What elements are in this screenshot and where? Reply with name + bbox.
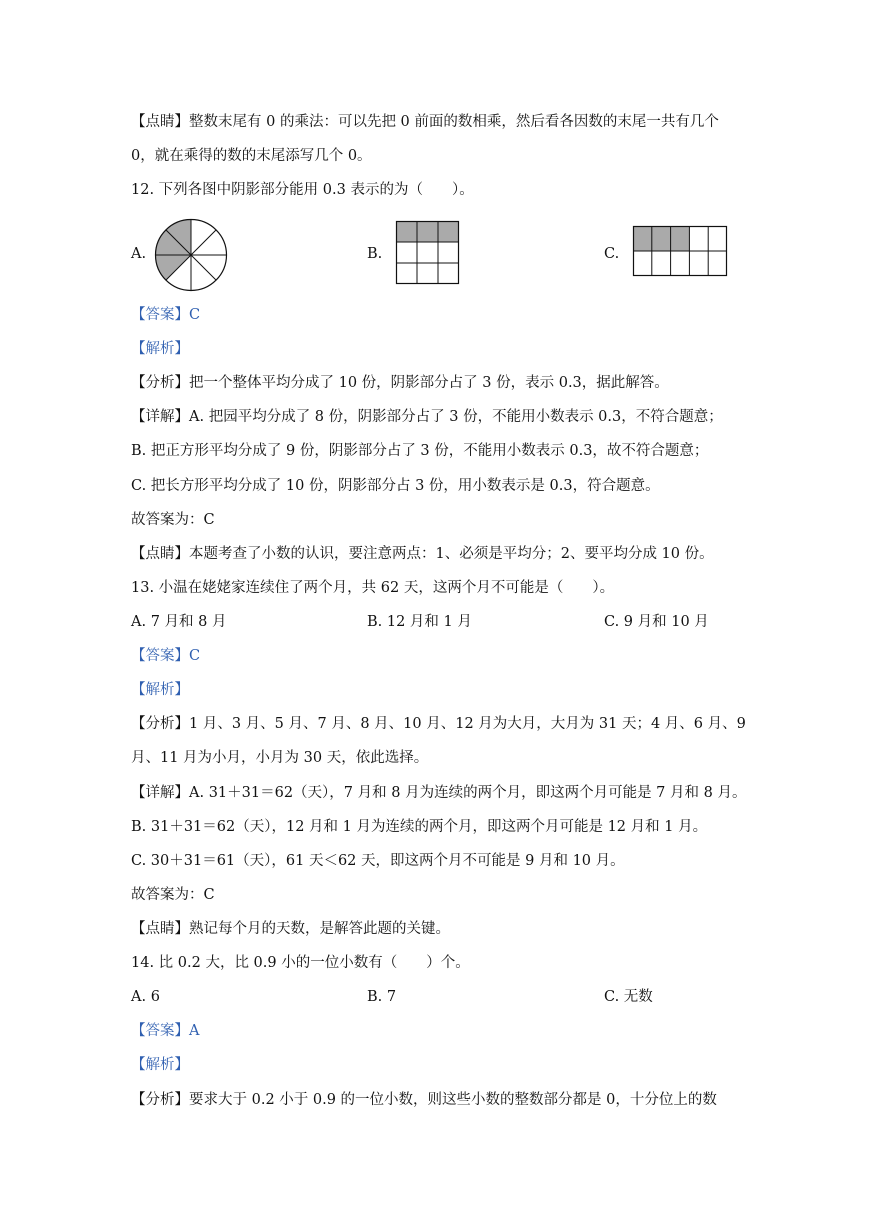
conclusion-13: 故答案为：C xyxy=(131,887,215,903)
xiangjie-13-a: 【详解】A. 31＋31＝62（天），7 月和 8 月为连续的两个月，即这两个月可能是 7 月和 8 月。 xyxy=(131,785,747,801)
dianjing-11-line1: 【点睛】整数末尾有 0 的乘法：可以先把 0 前面的数相乘，然后看各因数的末尾一共有几个 xyxy=(131,114,719,130)
analysis-header-12: 【解析】 xyxy=(131,341,189,357)
q12-option-a-label: A. xyxy=(131,246,147,262)
dianjing-13: 【点睛】熟记每个月的天数，是解答此题的关键。 xyxy=(131,921,450,937)
analysis-header-13: 【解析】 xyxy=(131,682,189,698)
q13-option-b: B. 12 月和 1 月 xyxy=(367,614,472,630)
dianjing-12: 【点睛】本题考查了小数的认识，要注意两点：1、必须是平均分；2、要平均分成 10 份。 xyxy=(131,546,714,562)
dianjing-11-line2: 0，就在乘得的数的末尾添写几个 0。 xyxy=(131,148,372,164)
question-12: 12. 下列各图中阴影部分能用 0.3 表示的为（ ）。 xyxy=(131,182,474,198)
question-14: 14. 比 0.2 大，比 0.9 小的一位小数有（ ）个。 xyxy=(131,955,470,971)
q12-option-c-label: C. xyxy=(604,246,620,262)
q14-option-c: C. 无数 xyxy=(604,989,653,1005)
fenxi-14: 【分析】要求大于 0.2 小于 0.9 的一位小数，则这些小数的整数部分都是 0，十分位上的数 xyxy=(131,1092,717,1108)
q12-option-b-label: B. xyxy=(367,246,383,262)
xiangjie-12-a: 【详解】A. 把园平均分成了 8 份，阴影部分占了 3 份，不能用小数表示 0.3，不符合题意； xyxy=(131,409,723,425)
answer-12: 【答案】C xyxy=(131,307,201,323)
fenxi-13-line1: 【分析】1 月、3 月、5 月、7 月、8 月、10 月、12 月为大月，大月为 31 天；4 月、6 月、9 xyxy=(131,716,746,732)
q13-option-a: A. 7 月和 8 月 xyxy=(131,614,227,630)
answer-14: 【答案】A xyxy=(131,1023,200,1039)
q13-option-c: C. 9 月和 10 月 xyxy=(604,614,709,630)
analysis-header-14: 【解析】 xyxy=(131,1057,189,1073)
xiangjie-13-b: B. 31＋31＝62（天），12 月和 1 月为连续的两个月，即这两个月可能是 12 月和 1 月。 xyxy=(131,819,708,835)
xiangjie-13-c: C. 30＋31＝61（天），61 天＜62 天，即这两个月不可能是 9 月和 10 月。 xyxy=(131,853,625,869)
fenxi-12: 【分析】把一个整体平均分成了 10 份，阴影部分占了 3 份，表示 0.3，据此解答。 xyxy=(131,375,669,391)
q14-option-a: A. 6 xyxy=(131,989,160,1005)
xiangjie-12-c: C. 把长方形平均分成了 10 份，阴影部分占 3 份，用小数表示是 0.3，符合题意。 xyxy=(131,478,660,494)
q12-figure-b-grid xyxy=(396,221,459,284)
q12-figure-a-circle xyxy=(155,219,227,291)
fenxi-13-line2: 月、11 月为小月，小月为 30 天，依此选择。 xyxy=(131,750,429,766)
conclusion-12: 故答案为：C xyxy=(131,512,215,528)
q14-option-b: B. 7 xyxy=(367,989,397,1005)
xiangjie-12-b: B. 把正方形平均分成了 9 份，阴影部分占了 3 份，不能用小数表示 0.3，故不符合题意； xyxy=(131,443,709,459)
q12-figure-c-rect xyxy=(633,226,727,276)
answer-13: 【答案】C xyxy=(131,648,201,664)
question-13: 13. 小温在姥姥家连续住了两个月，共 62 天，这两个月不可能是（ ）。 xyxy=(131,580,615,596)
